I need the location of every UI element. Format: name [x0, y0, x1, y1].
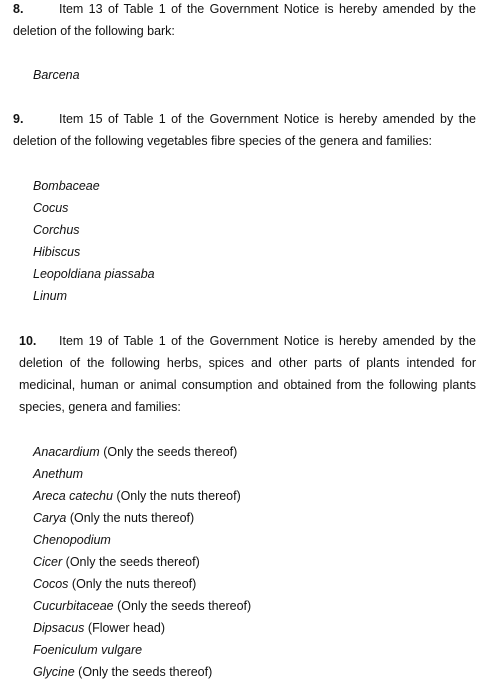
- list-item: [33, 263, 155, 285]
- species-note: (Only the nuts thereof): [71, 577, 197, 591]
- species-name: Areca catechu: [33, 489, 113, 503]
- section-8-paragraph: [13, 0, 476, 42]
- species-name: Barcena: [33, 68, 80, 82]
- species-name: Anethum: [33, 467, 84, 481]
- list-item: [33, 529, 251, 551]
- list-item: [33, 507, 251, 529]
- section-text: Item 13 of Table 1 of the Government Notice is hereby amended by the deletion of the following bark:: [13, 2, 476, 38]
- section-text: Item 15 of Table 1 of the Government Notice is hereby amended by the deletion of the following vegetables fibre species of the genera and families:: [13, 112, 476, 148]
- section-text: Item 19 of Table 1 of the Government Notice is hereby amended by the deletion of the following herbs, spices and other parts of plants intended for medicinal, human or animal consumption and obtained from the following plants species, genera and families:: [19, 334, 476, 414]
- species-name: Foeniculum vulgare: [33, 643, 143, 657]
- section-9-species-list: [33, 175, 155, 307]
- species-name: Leopoldiana piassaba: [33, 267, 155, 281]
- species-note: (Only the seeds thereof): [103, 445, 238, 459]
- species-name: Cocus: [33, 201, 69, 215]
- species-name: Bombaceae: [33, 179, 100, 193]
- species-name: Dipsacus: [33, 621, 85, 635]
- species-name: Glycine: [33, 665, 75, 679]
- section-8-species-list: [33, 64, 80, 86]
- section-number: 9.: [13, 112, 24, 126]
- species-name: Cicer: [33, 555, 63, 569]
- list-item: [33, 639, 251, 661]
- list-item: [33, 64, 80, 86]
- section-number: 10.: [19, 334, 37, 348]
- list-item: [33, 197, 155, 219]
- species-note: (Only the seeds thereof): [117, 599, 252, 613]
- section-10-paragraph: [19, 330, 476, 418]
- list-item: [33, 463, 251, 485]
- list-item: [33, 241, 155, 263]
- species-name: Chenopodium: [33, 533, 111, 547]
- section-number: 8.: [13, 2, 24, 16]
- species-name: Linum: [33, 289, 68, 303]
- species-note: (Only the nuts thereof): [69, 511, 195, 525]
- species-name: Cocos: [33, 577, 69, 591]
- species-note: (Only the nuts thereof): [116, 489, 241, 503]
- section-9-paragraph: [13, 108, 476, 152]
- list-item: [33, 661, 251, 683]
- list-item: [33, 573, 251, 595]
- species-name: Corchus: [33, 223, 80, 237]
- list-item: [33, 285, 155, 307]
- list-item: [33, 441, 251, 463]
- list-item: [33, 219, 155, 241]
- species-note: (Only the seeds thereof): [65, 555, 200, 569]
- section-10-species-list: [33, 441, 251, 683]
- species-name: Cucurbitaceae: [33, 599, 114, 613]
- list-item: [33, 595, 251, 617]
- list-item: [33, 551, 251, 573]
- list-item: [33, 485, 251, 507]
- species-note: (Only the seeds thereof): [78, 665, 213, 679]
- list-item: [33, 617, 251, 639]
- list-item: [33, 175, 155, 197]
- species-name: Hibiscus: [33, 245, 81, 259]
- species-name: Anacardium: [33, 445, 100, 459]
- species-note: (Flower head): [87, 621, 166, 635]
- species-name: Carya: [33, 511, 67, 525]
